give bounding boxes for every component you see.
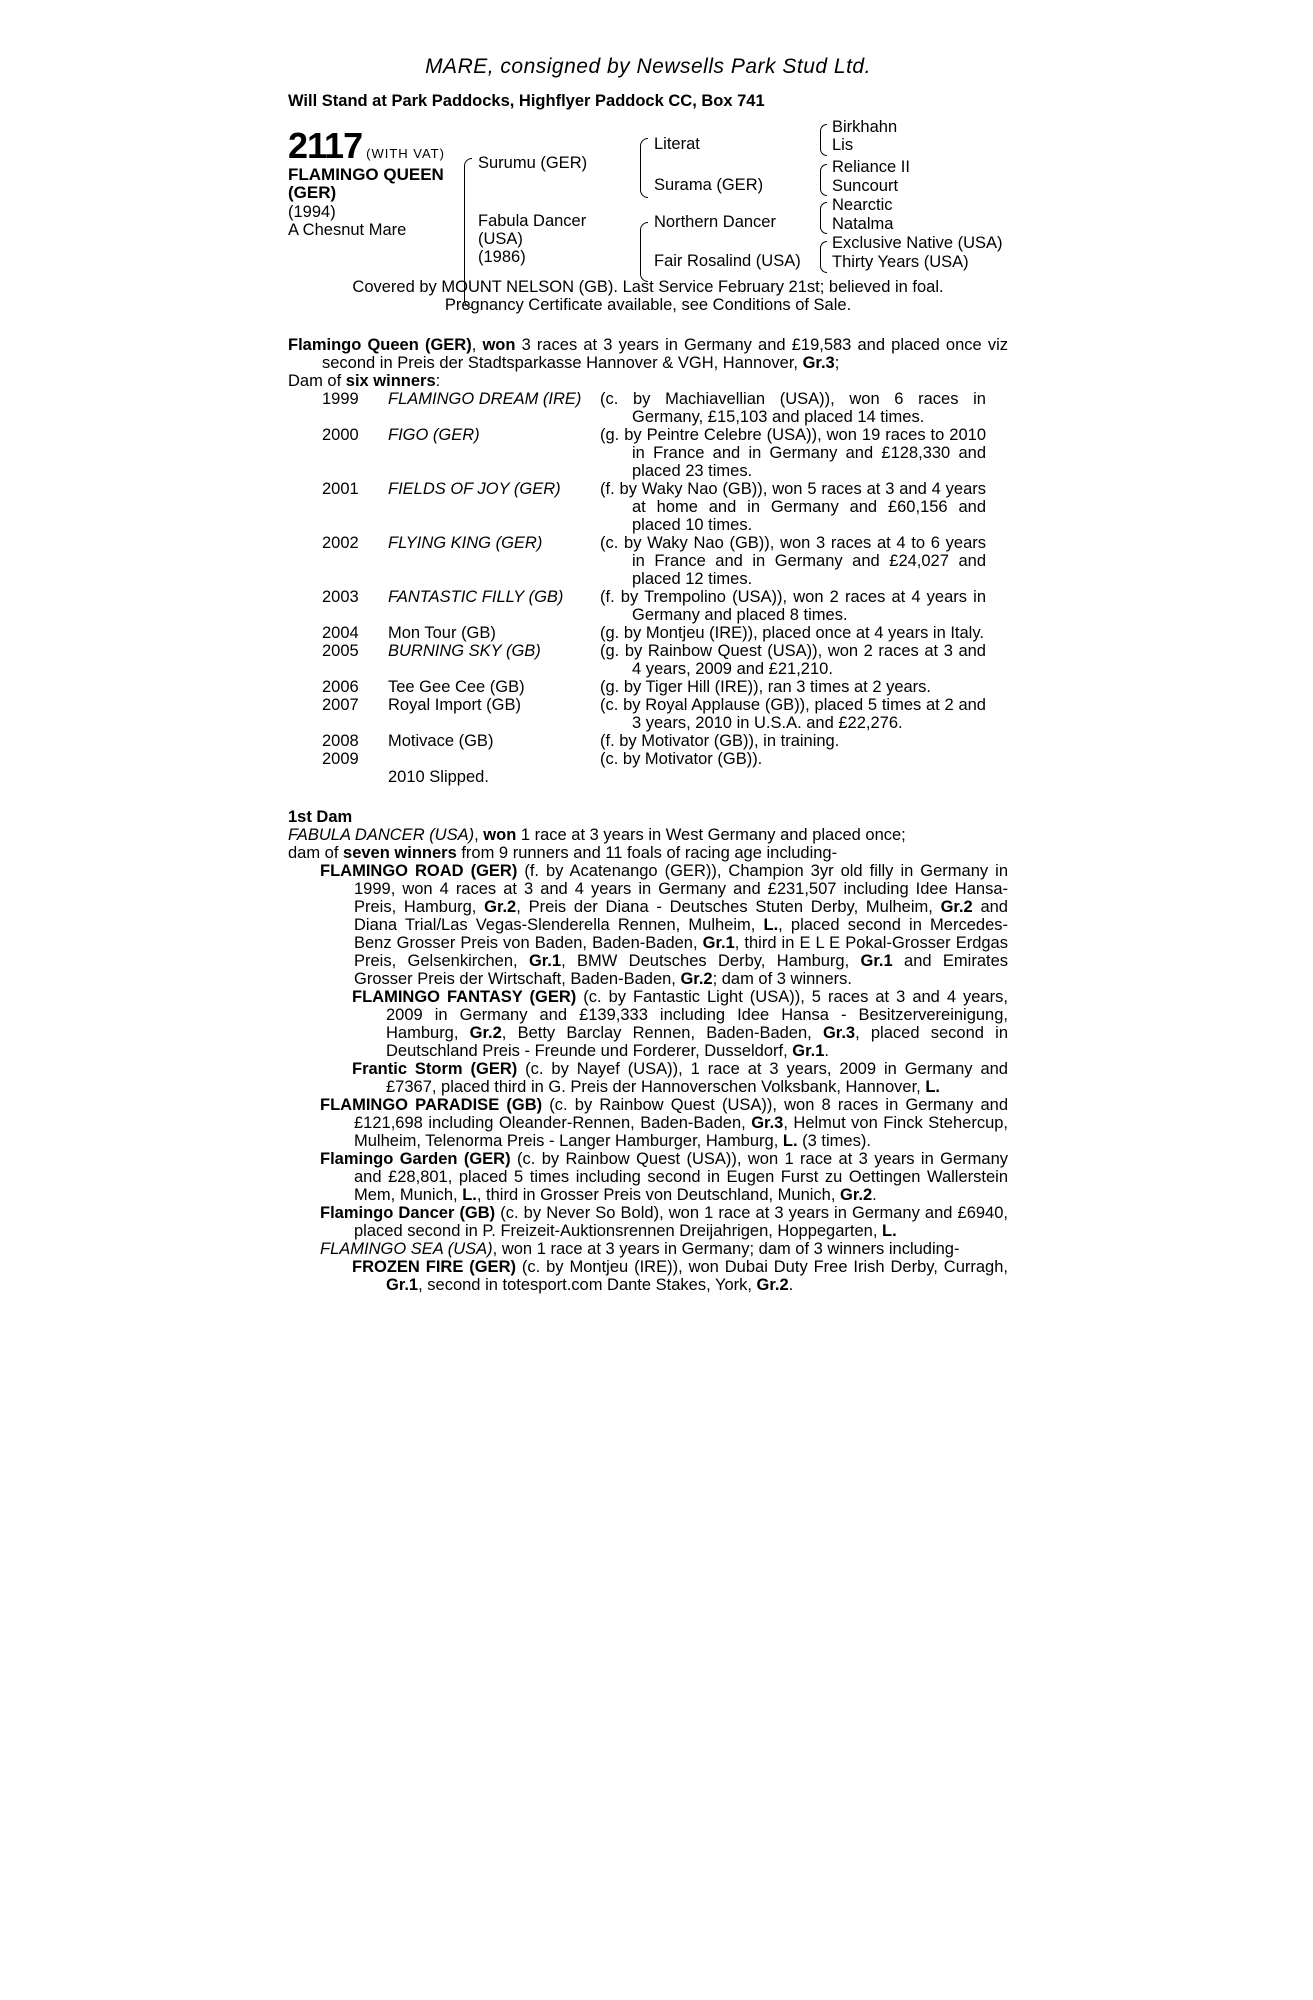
ped-natalma: Natalma [832, 215, 894, 233]
progeny-year: 2001 [322, 480, 359, 498]
ped-nearctic: Nearctic [832, 196, 893, 214]
flamingo-dancer-name: Flamingo Dancer (GB) [320, 1204, 496, 1222]
covered-line2: Pregnancy Certificate available, see Conditions of Sale. [444, 296, 852, 314]
flamingo-garden-text: (c. by Rainbow Quest (USA)), won 1 race at 3 years in Germany and £28,801, placed 5 times including second in Eugen Furst zu Oettingen Wallerstein Mem, Munich, [354, 1150, 1009, 1204]
grade: L. [462, 1186, 477, 1204]
dam-dam: Fair Rosalind (USA) [654, 252, 801, 270]
brace-ss [820, 124, 827, 156]
progeny-name [388, 750, 600, 768]
stand-location: Will Stand at Park Paddocks, Highflyer Paddock CC, Box 741 [288, 92, 765, 110]
progeny-row [322, 426, 986, 480]
desc-flamingo-sea [288, 1240, 1008, 1258]
flamingo-road-text: and Emirates Grosser Preis der Wirtschaft, Baden-Baden, [354, 952, 1009, 988]
brace-gen1 [464, 158, 472, 308]
desc-flamingo-road [288, 862, 1008, 988]
progeny-record: (c. by Royal Applause (GB)), placed 5 times at 2 and 3 years, 2010 in U.S.A. and £22,276. [600, 696, 986, 732]
progeny-record: (c. by Waky Nao (GB)), won 3 races at 4 to 6 years in France and in Germany and £24,027 and placed 12 times. [600, 534, 986, 588]
lot-number: 2117 [288, 125, 363, 166]
flamingo-dancer-text: (c. by Never So Bold), won 1 race at 3 years in Germany and £6940, placed second in P. Freizeit-Auktionsrennen Dreijahrigen, Hoppegarten, [354, 1204, 1008, 1240]
flamingo-paradise-text: (c. by Rainbow Quest (USA)), won 8 races in Germany and £121,698 including Oleander-Rennen, Baden-Baden, [354, 1096, 1008, 1132]
progeny-row [322, 534, 986, 588]
dam-of-count: six winners [345, 372, 436, 390]
progeny-year: 2004 [322, 624, 359, 642]
frozen-fire-name: FROZEN FIRE (GER) [352, 1258, 516, 1276]
ped-lis: Lis [832, 136, 854, 154]
progeny-name: FLAMINGO DREAM (IRE) [388, 390, 582, 408]
grade: Gr.1 [860, 952, 893, 970]
first-dam-of-post: from 9 runners and 11 foals of racing age including- [456, 844, 838, 862]
grade: Gr.2 [840, 1186, 873, 1204]
progeny-record: (c. by Motivator (GB)). [600, 750, 763, 768]
progeny-row [322, 390, 986, 426]
progeny-table [322, 390, 986, 786]
progeny-record: (g. by Rainbow Quest (USA)), won 2 races at 3 and 4 years, 2009 and £21,210. [600, 642, 986, 678]
ped-reliance: Reliance II [832, 158, 910, 176]
mare-grade: Gr.3 [802, 354, 835, 372]
grade: L. [882, 1222, 897, 1240]
progeny-year: 2009 [322, 750, 359, 768]
progeny-record: (g. by Peintre Celebre (USA)), won 19 races to 2010 in France and in Germany and £128,330 and placed 23 times. [600, 426, 986, 480]
progeny-year [322, 768, 388, 786]
dam-line3: (1986) [478, 248, 526, 266]
dam-sire: Northern Dancer [654, 213, 776, 231]
dam-of-post: : [435, 372, 441, 390]
sire-sire: Literat [654, 135, 700, 153]
flamingo-paradise-text: (3 times). [797, 1132, 871, 1150]
flamingo-road-text: (f. by Acatenango (GER)), Champion 3yr old filly in Germany in 1999, won 4 races at 3 and 4 years in Germany and £231,507 including Idee Hansa-Preis, Hamburg, [354, 862, 1008, 916]
frantic-storm-name: Frantic Storm (GER) [352, 1060, 518, 1078]
progeny-year: 2005 [322, 642, 359, 660]
progeny-name: Mon Tour (GB) [388, 624, 496, 642]
progeny-name: Motivace (GB) [388, 732, 494, 750]
flamingo-road-text: , third in E L E Pokal-Grosser Erdgas Preis, Gelsenkirchen, [354, 934, 1008, 970]
first-dam-winners: seven winners [343, 844, 457, 862]
flamingo-fantasy-text: , placed second in Deutschland Preis - Freunde und Forderer, Dusseldorf, [386, 1024, 1008, 1060]
catalogue-page [288, 55, 1009, 1294]
sire: Surumu (GER) [478, 154, 588, 172]
desc-flamingo-fantasy [288, 988, 1008, 1060]
ped-thirty-years: Thirty Years (USA) [832, 253, 969, 271]
grade: Gr.3 [822, 1024, 856, 1042]
brace-ds [820, 202, 827, 234]
progeny-record: (f. by Waky Nao (GB)), won 5 races at 3 and 4 years at home and in Germany and £60,156 and placed 10 times. [600, 480, 986, 534]
flamingo-garden-text: , third in Grosser Preis von Deutschland, Munich, [476, 1186, 841, 1204]
flamingo-sea-text: , won 1 race at 3 years in Germany; dam of 3 winners including- [492, 1240, 960, 1258]
flamingo-road-name: FLAMINGO ROAD (GER) [320, 862, 518, 880]
desc-flamingo-garden [288, 1150, 1008, 1204]
grade: Gr.3 [751, 1114, 784, 1132]
progeny-row [322, 768, 986, 786]
flamingo-road-text: , BMW Deutsches Derby, Hamburg, [561, 952, 861, 970]
frozen-fire-text: . [788, 1276, 794, 1294]
grade: Gr.2 [756, 1276, 789, 1294]
first-dam-record: 1 race at 3 years in West Germany and placed once; [516, 826, 906, 844]
brace-sd [820, 164, 827, 196]
desc-frozen-fire [288, 1258, 1008, 1294]
progeny-record [600, 768, 986, 786]
mare-name: Flamingo Queen (GER) [288, 336, 472, 354]
progeny-name: BURNING SKY (GB) [388, 642, 541, 660]
horse-description: A Chesnut Mare [288, 221, 407, 239]
horse-suffix: (GER) [288, 183, 337, 202]
progeny-year: 2003 [322, 588, 359, 606]
first-dam-name: FABULA DANCER (USA) [288, 826, 475, 844]
desc-frantic-storm [288, 1060, 1008, 1096]
progeny-row [322, 678, 986, 696]
brace-sire [640, 138, 648, 198]
grade: Gr.1 [386, 1276, 419, 1294]
ped-suncourt: Suncourt [832, 177, 899, 195]
ped-birkhahn: Birkhahn [832, 118, 898, 136]
flamingo-road-text: ; dam of 3 winners. [712, 970, 852, 988]
progeny-year: 2007 [322, 696, 359, 714]
progeny-record: (c. by Machiavellian (USA)), won 6 races in Germany, £15,103 and placed 14 times. [600, 390, 986, 426]
progeny-name: FIELDS OF JOY (GER) [388, 480, 561, 498]
progeny-row [322, 642, 986, 678]
mare-record-text: 3 races at 3 years in Germany and £19,583 and placed once viz second in Preis der Stadtsparkasse Hannover & VGH, Hannover, [322, 336, 1009, 372]
progeny-record: (f. by Trempolino (USA)), won 2 races at 4 years in Germany and placed 8 times. [600, 588, 986, 624]
grade: Gr.1 [792, 1042, 825, 1060]
grade: Gr.1 [528, 952, 562, 970]
progeny-year: 2002 [322, 534, 359, 552]
mare-record-end: ; [834, 354, 840, 372]
grade: L. [763, 916, 779, 934]
progeny-name: Royal Import (GB) [388, 696, 521, 714]
progeny-name: FIGO (GER) [388, 426, 480, 444]
mare-won: won [482, 336, 516, 354]
frozen-fire-text: , second in totesport.com Dante Stakes, York, [418, 1276, 757, 1294]
flamingo-road-text: , Preis der Diana - Deutsches Stuten Derby, Mulheim, [516, 898, 941, 916]
grade: Gr.2 [484, 898, 517, 916]
flamingo-paradise-text: , Helmut von Finck Stehercup, Mulheim, Telenorma Preis - Langer Hamburger, Hamburg, [354, 1114, 1009, 1150]
flamingo-fantasy-name: FLAMINGO FANTASY (GER) [352, 988, 577, 1006]
grade: Gr.2 [940, 898, 973, 916]
grade: Gr.1 [702, 934, 735, 952]
desc-flamingo-dancer [288, 1204, 1008, 1240]
progeny-record: (g. by Montjeu (IRE)), placed once at 4 years in Italy. [600, 624, 984, 642]
pedigree-block [288, 118, 1008, 278]
progeny-name: FLYING KING (GER) [388, 534, 543, 552]
ped-exclusive-native: Exclusive Native (USA) [832, 234, 1003, 252]
frantic-storm-text: (c. by Nayef (USA)), 1 race at 3 years, 2009 in Germany and £7367, placed third in G. Preis der Hannoverschen Volksbank, Hannover, [386, 1060, 1008, 1096]
progeny-row [322, 588, 986, 624]
progeny-row [322, 732, 986, 750]
lot-number-line [288, 125, 445, 166]
covered-line1: Covered by MOUNT NELSON (GB). Last Service February 21st; believed in foal. [352, 278, 944, 296]
vat-note: (WITH VAT) [366, 146, 445, 161]
dam-line1: Fabula Dancer [478, 212, 587, 230]
progeny-name: Tee Gee Cee (GB) [388, 678, 525, 696]
flamingo-road-text: , placed second in Mercedes-Benz Grosser Preis von Baden, Baden-Baden, [354, 916, 1008, 952]
progeny-year: 2008 [322, 732, 359, 750]
flamingo-garden-name: Flamingo Garden (GER) [320, 1150, 511, 1168]
dam-of-pre: Dam of [288, 372, 346, 390]
progeny-year: 1999 [322, 390, 359, 408]
horse-name: FLAMINGO QUEEN [288, 165, 444, 184]
grade: Gr.2 [680, 970, 713, 988]
first-dam-won: won [483, 826, 517, 844]
mare-record: Flamingo Queen (GER), won 3 races at 3 years in Germany and £19,583 and placed once viz second in Preis der Stadtsparkasse Hannover & VGH, Hannover, Gr.3; Dam of six winners: [288, 336, 1009, 390]
foaling-year: (1994) [288, 203, 336, 221]
flamingo-fantasy-text: , Betty Barclay Rennen, Baden-Baden, [501, 1024, 823, 1042]
consignor-header: MARE, consigned by Newsells Park Stud Ltd. [425, 55, 871, 78]
flamingo-fantasy-text: (c. by Fantastic Light (USA)), 5 races at 3 and 4 years, 2009 in Germany and £139,333 including Idee Hansa - Besitzervereinigung, Hamburg, [386, 988, 1008, 1042]
flamingo-garden-text: . [872, 1186, 877, 1204]
flamingo-sea-name: FLAMINGO SEA (USA) [320, 1240, 493, 1258]
first-dam-of-pre: dam of [288, 844, 344, 862]
grade: L. [925, 1078, 940, 1096]
progeny-row [322, 750, 986, 768]
first-dam-heading: 1st Dam [288, 808, 353, 826]
progeny-row [322, 696, 986, 732]
frozen-fire-text: (c. by Montjeu (IRE)), won Dubai Duty Free Irish Derby, Curragh, [515, 1258, 1008, 1276]
brace-dd [820, 241, 827, 273]
progeny-name: FANTASTIC FILLY (GB) [388, 588, 564, 606]
brace-dam [640, 222, 648, 282]
grade: Gr.2 [469, 1024, 502, 1042]
desc-flamingo-paradise [288, 1096, 1008, 1150]
flamingo-fantasy-text: . [824, 1042, 829, 1060]
flamingo-road-text: and Diana Trial/Las Vegas-Slenderella Rennen, Mulheim, [354, 898, 1008, 934]
first-dam-section: 1st Dam FABULA DANCER (USA), won 1 race at 3 years in West Germany and placed once; dam of seven winners from 9 runners and 11 foals of racing age including- FLAMINGO ROAD (GER) (f. by Acatenango (GER)), Champion 3yr old filly in Germany in 1999, won 4 races at 3 and 4 years in Germany and £231,507 including Idee Hansa-Preis, Hamburg, Gr.2, Preis der Diana - Deutsches Stuten Derby, Mulheim, Gr.2 and Diana Trial/Las Vegas-Slenderella Rennen, Mulheim, L., placed second in Mercedes-Benz Grosser Preis von Baden, Baden-Baden, Gr.1, third in E L E Pokal-Grosser Erdgas Preis, Gelsenkirchen, Gr.1, BMW Deutsches Derby, Hamburg, Gr.1 and Emirates Grosser Preis der Wirtschaft, Baden-Baden, Gr.2; dam of 3 winners. FLAMINGO FANTASY (GER) (c. by Fantastic Light (USA)), 5 races at 3 and 4 years, 2009 in Germany and £139,333 including Idee Hansa - Besitzervereinigung, Hamburg, Gr.2, Betty Barclay Rennen, Baden-Baden, Gr.3, placed second in Deutschland Preis - Freunde und Forderer, Dusseldorf, Gr.1. Frantic Storm (GER) (c. by Nayef (USA)), 1 race at 3 years, 2009 in Germany and £7367, placed third in G. Preis der Hannoverschen Volksbank, Hannover, L. FLAMINGO PARADISE (GB) (c. by Rainbow Quest (USA)), won 8 races in Germany and £121,698 including Oleander-Rennen, Baden-Baden, Gr.3, Helmut von Finck Stehercup, Mulheim, Telenorma Preis - Langer Hamburger, Hamburg, L. (3 times). Flamingo Garden (GER) (c. by Rainbow Quest (USA)), won 1 race at 3 years in Germany and £28,801, placed 5 times including second in Eugen Furst zu Oettingen Wallerstein Mem, Munich, L., third in Grosser Preis von Deutschland, Munich, Gr.2. Flamingo Dancer (GB) (c. by Never So Bold), won 1 race at 3 years in Germany and £6940, placed second in P. Freizeit-Auktionsrennen Dreijahrigen, Hoppegarten, L. FLAMINGO SEA (USA), won 1 race at 3 years in Germany; dam of 3 winners including- FROZEN FIRE (GER) (c. by Montjeu (IRE)), won Dubai Duty Free Irish Derby, Curragh, Gr.1, second in totesport.com Dante Stakes, York, Gr.2. [288, 808, 1009, 1294]
grade: L. [782, 1132, 798, 1150]
progeny-record: (f. by Motivator (GB)), in training. [600, 732, 840, 750]
progeny-name: 2010 Slipped. [388, 768, 489, 786]
progeny-record: (g. by Tiger Hill (IRE)), ran 3 times at 2 years. [600, 678, 932, 696]
progeny-row [322, 624, 986, 642]
flamingo-paradise-name: FLAMINGO PARADISE (GB) [320, 1096, 543, 1114]
sire-dam: Surama (GER) [654, 176, 764, 194]
progeny-row [322, 480, 986, 534]
progeny-year: 2000 [322, 426, 359, 444]
dam-line2: (USA) [478, 230, 523, 248]
progeny-year: 2006 [322, 678, 359, 696]
